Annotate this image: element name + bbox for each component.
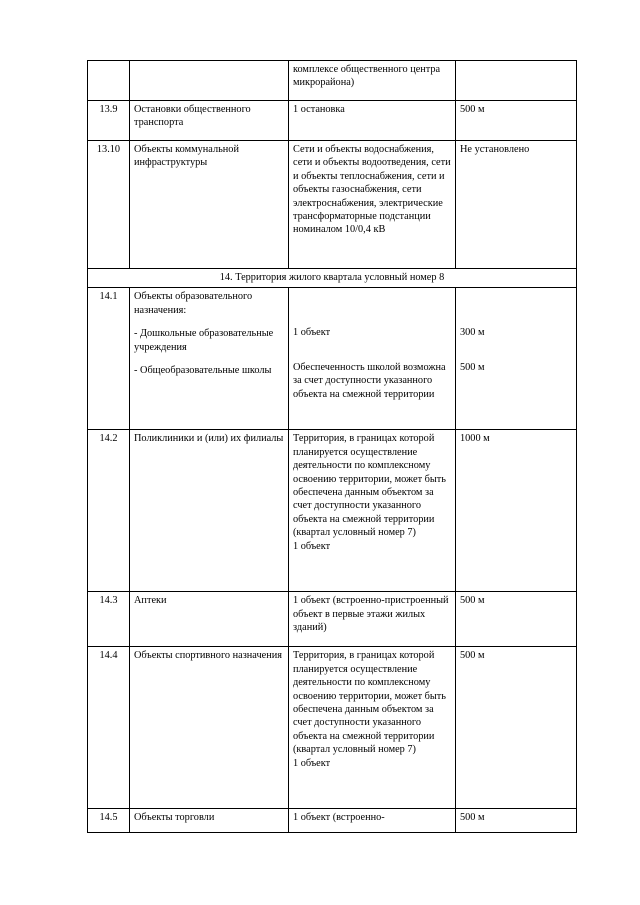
object-name: Поликлиники и (или) их филиалы <box>130 430 289 592</box>
object-distance: 500 м <box>456 647 577 809</box>
table-row <box>88 61 577 101</box>
object-value: 1 остановка <box>289 101 456 141</box>
object-name: Объекты коммунальной инфраструктуры <box>130 141 289 269</box>
object-distance <box>456 288 577 430</box>
table-row <box>88 647 577 809</box>
row-number: 14.2 <box>88 430 130 592</box>
object-distance <box>456 61 577 101</box>
row-number: 13.9 <box>88 101 130 141</box>
subitem-distance: 300 м <box>460 327 485 339</box>
object-value: Сети и объекты водоснабжения, сети и объекты водоотведения, сети и объекты теплоснабжения, сети и объекты газоснабжения, сети электроснабжения, электрические трансформаторные подстанции номиналом 10/0,4 кВ <box>289 141 456 269</box>
object-name <box>130 288 289 430</box>
row-number: 14.5 <box>88 809 130 833</box>
value-count: 1 объект <box>293 757 331 769</box>
subitem-name: - Дошкольные образовательные учреждения <box>134 328 274 353</box>
subitem-distance: 500 м <box>460 361 485 373</box>
object-distance: 500 м <box>456 101 577 141</box>
row-number <box>88 61 130 101</box>
object-name: Объекты спортивного назначения <box>130 647 289 809</box>
object-value: комплексе общественного центра микрорайона) <box>289 61 456 101</box>
value-text: Территория, в границах которой планируется осуществление деятельности по комплексному освоению территории, может быть обеспечена данным объектом за счет доступности указанного объекта на смежной территории (квартал условный номер 7) <box>293 433 446 539</box>
table-row <box>88 288 577 430</box>
subitem-value: 1 объект <box>293 327 331 339</box>
object-value <box>289 430 456 592</box>
section-title: 14. Территория жилого квартала условный номер 8 <box>88 269 577 288</box>
object-name <box>130 61 289 101</box>
object-value: 1 объект (встроенно- <box>289 809 456 833</box>
object-distance: Не установлено <box>456 141 577 269</box>
row-number: 14.4 <box>88 647 130 809</box>
subitem-name: - Общеобразовательные школы <box>134 365 272 377</box>
category-label: Объекты образовательного назначения: <box>134 291 253 316</box>
table-row <box>88 430 577 592</box>
object-name: Аптеки <box>130 592 289 647</box>
object-value <box>289 288 456 430</box>
table-row <box>88 141 577 269</box>
value-count: 1 объект <box>293 540 331 552</box>
object-distance: 500 м <box>456 809 577 833</box>
planning-table <box>87 60 577 833</box>
object-value <box>289 647 456 809</box>
table-row <box>88 101 577 141</box>
subitem-value: Обеспеченность школой возможна за счет доступности указанного объекта на смежной территории <box>293 361 446 400</box>
object-name: Объекты торговли <box>130 809 289 833</box>
table-row <box>88 809 577 833</box>
table-row <box>88 592 577 647</box>
row-number: 14.3 <box>88 592 130 647</box>
section-header-row <box>88 269 577 288</box>
row-number: 13.10 <box>88 141 130 269</box>
row-number: 14.1 <box>88 288 130 430</box>
object-name: Остановки общественного транспорта <box>130 101 289 141</box>
object-value: 1 объект (встроенно-пристроенный объект в первые этажи жилых зданий) <box>289 592 456 647</box>
object-distance: 1000 м <box>456 430 577 592</box>
object-distance: 500 м <box>456 592 577 647</box>
value-text: Территория, в границах которой планируется осуществление деятельности по комплексному освоению территории, может быть обеспечена данным объектом за счет доступности указанного объекта на смежной территории (квартал условный номер 7) <box>293 650 446 756</box>
